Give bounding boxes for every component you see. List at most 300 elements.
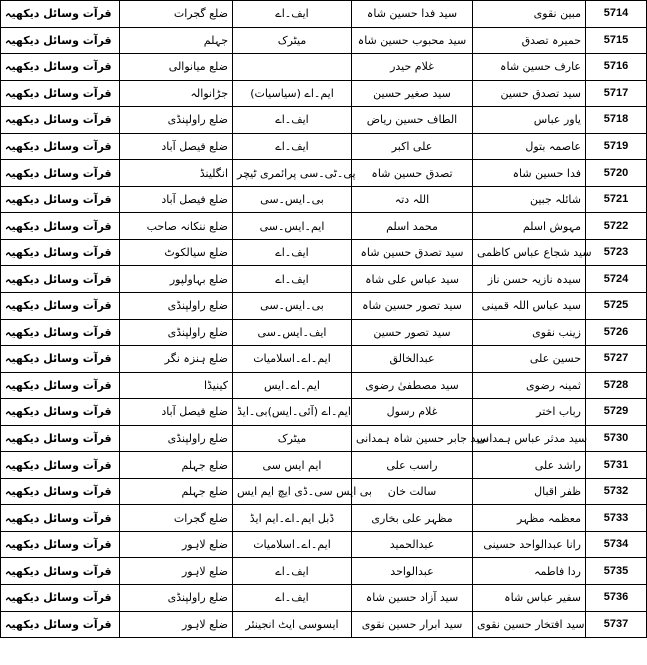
father-name-text: راسب علی — [386, 458, 438, 472]
father-name-text: الطاف حسین ریاض — [366, 113, 458, 127]
name-cell — [473, 425, 586, 452]
name-cell — [473, 54, 586, 81]
father-name-cell — [352, 213, 473, 240]
father-name-cell — [352, 107, 473, 134]
place-text: ضلع لاہور — [181, 538, 228, 552]
name-text: سید شجاع عباس کاظمی — [477, 246, 592, 260]
table-row — [1, 1, 647, 28]
remark-cell — [1, 293, 120, 320]
remark-cell — [1, 54, 120, 81]
education-cell — [233, 505, 352, 532]
name-text: حسین علی — [529, 352, 581, 366]
education-text: ایف۔اے — [275, 113, 309, 127]
serial-number-cell — [586, 80, 647, 107]
education-text: ایف۔اے — [275, 564, 309, 578]
education-text: ایم۔ایس۔سی — [259, 219, 325, 233]
father-name-text: سالت خان — [387, 485, 437, 499]
education-text: ایف۔ایس۔سی — [257, 325, 327, 339]
serial-number-text: 5737 — [603, 617, 629, 630]
place-text: ضلع بہاولپور — [169, 272, 228, 286]
table-row — [1, 186, 647, 213]
remark-cell — [1, 186, 120, 213]
education-text: ایسوسی ایٹ انجینئر — [245, 617, 339, 631]
father-name-text: تصدق حسین شاہ — [371, 166, 453, 180]
place-text: ضلع ننکانہ صاحب — [146, 219, 228, 233]
place-text: ضلع راولپنڈی — [167, 299, 228, 313]
remark-text: قرآت وسائل دیکھیہ — [5, 113, 112, 127]
table-row — [1, 585, 647, 612]
father-name-cell — [352, 505, 473, 532]
place-cell — [120, 133, 233, 160]
serial-number-cell — [586, 133, 647, 160]
education-cell — [233, 372, 352, 399]
name-cell — [473, 213, 586, 240]
place-text: ضلع فیصل آباد — [161, 405, 228, 419]
serial-number-text: 5734 — [603, 538, 629, 551]
name-text: ظفر اقبال — [534, 485, 581, 499]
serial-number-text: 5728 — [603, 378, 629, 391]
name-text: سیدہ نازیہ حسن ناز — [487, 272, 581, 286]
education-cell — [233, 346, 352, 373]
father-name-cell — [352, 531, 473, 558]
education-text: ایف۔اے — [275, 272, 309, 286]
table-row — [1, 107, 647, 134]
name-cell — [473, 372, 586, 399]
place-cell — [120, 186, 233, 213]
place-cell — [120, 1, 233, 28]
serial-number-text: 5723 — [603, 246, 629, 259]
father-name-text: سید عباس علی شاہ — [365, 272, 459, 286]
place-text: ضلع سیالکوٹ — [164, 246, 228, 260]
education-cell — [233, 266, 352, 293]
education-text: ڈبل ایم۔اے۔ایم ایڈ — [249, 511, 335, 525]
remark-text: قرآت وسائل دیکھیہ — [5, 166, 112, 180]
education-cell — [233, 27, 352, 54]
father-name-text: سید آزاد حسین شاہ — [365, 591, 459, 605]
serial-number-text: 5717 — [603, 86, 629, 99]
name-cell — [473, 399, 586, 426]
father-name-cell — [352, 346, 473, 373]
education-text: ایم۔اے۔ایس — [264, 378, 320, 392]
place-cell — [120, 611, 233, 638]
remark-cell — [1, 107, 120, 134]
serial-number-cell — [586, 505, 647, 532]
table-row — [1, 399, 647, 426]
remark-text: قرآت وسائل دیکھیہ — [5, 140, 112, 153]
education-cell — [233, 186, 352, 213]
place-text: ضلع فیصل آباد — [161, 193, 228, 207]
table-row — [1, 54, 647, 81]
serial-number-text: 5722 — [603, 219, 629, 232]
father-name-cell — [352, 266, 473, 293]
remark-text: قرآت وسائل دیکھیہ — [5, 432, 112, 446]
father-name-cell — [352, 80, 473, 107]
remark-cell — [1, 505, 120, 532]
place-cell — [120, 452, 233, 479]
father-name-cell — [352, 399, 473, 426]
serial-number-text: 5726 — [603, 325, 629, 338]
education-cell — [233, 107, 352, 134]
serial-number-text: 5732 — [603, 485, 629, 498]
education-cell — [233, 478, 372, 505]
table-row — [1, 319, 647, 346]
remark-cell — [1, 80, 120, 107]
remark-cell — [1, 319, 120, 346]
serial-number-cell — [586, 319, 647, 346]
table-row — [1, 505, 647, 532]
name-cell — [473, 478, 586, 505]
place-text: جڑانوالہ — [190, 86, 228, 100]
remark-cell — [1, 452, 120, 479]
father-name-cell — [352, 558, 473, 585]
name-text: سید مدثر عباس ہمدانی — [477, 432, 588, 446]
education-text: پی۔ٹی۔سی پرائمری ٹیچر — [237, 166, 356, 180]
education-text: بی۔ایس۔سی — [260, 299, 324, 313]
table-row — [1, 531, 647, 558]
education-cell — [233, 425, 352, 452]
remark-cell — [1, 478, 120, 505]
name-text: سید عباس اللہ قمینی — [481, 299, 581, 313]
table-row — [1, 425, 647, 452]
father-name-cell — [352, 160, 473, 187]
education-text: بی۔ایس۔سی — [260, 193, 324, 207]
remark-text: قرآت وسائل دیکھیہ — [5, 378, 112, 392]
father-name-cell — [352, 425, 489, 452]
table-row — [1, 213, 647, 240]
place-cell — [120, 160, 233, 187]
name-text: یاور عباس — [533, 113, 581, 127]
remark-text: قرآت وسائل دیکھیہ — [5, 193, 112, 207]
table-row — [1, 452, 647, 479]
place-cell — [120, 107, 233, 134]
education-cell — [233, 611, 352, 638]
father-name-cell — [352, 293, 473, 320]
education-text: ایف۔اے — [275, 591, 309, 605]
serial-number-text: 5731 — [603, 458, 629, 471]
education-cell — [233, 54, 352, 81]
serial-number-cell — [586, 266, 647, 293]
father-name-text: عبدالواحد — [390, 564, 434, 578]
remark-cell — [1, 160, 120, 187]
remark-cell — [1, 558, 120, 585]
name-cell — [473, 160, 586, 187]
name-cell — [473, 239, 592, 266]
father-name-cell — [352, 372, 473, 399]
name-cell — [473, 293, 586, 320]
place-cell — [120, 80, 233, 107]
name-cell — [473, 107, 586, 134]
serial-number-cell — [586, 239, 647, 266]
place-text: ضلع راولپنڈی — [167, 325, 228, 339]
name-cell — [473, 505, 586, 532]
remark-text: قرآت وسائل دیکھیہ — [5, 219, 112, 233]
serial-number-cell — [586, 160, 647, 187]
serial-number-cell — [586, 399, 647, 426]
place-cell — [120, 505, 233, 532]
place-text: ضلع جہلم — [181, 485, 228, 499]
education-cell — [233, 239, 352, 266]
place-text: ضلع گجرات — [173, 7, 228, 21]
place-cell — [120, 213, 233, 240]
father-name-text: سید فدا حسین شاہ — [366, 7, 458, 21]
place-cell — [120, 319, 233, 346]
father-name-text: سید تصدق حسین شاہ — [360, 246, 464, 260]
place-text: ضلع لاہور — [181, 564, 228, 578]
place-cell — [120, 399, 233, 426]
name-cell — [473, 133, 586, 160]
place-cell — [120, 585, 233, 612]
education-cell — [233, 585, 352, 612]
name-text: سید تصدق حسین — [500, 86, 581, 100]
education-cell — [233, 531, 352, 558]
name-text: عارف حسین شاہ — [500, 60, 581, 74]
place-text: ضلع راولپنڈی — [167, 432, 228, 446]
serial-number-text: 5721 — [603, 193, 629, 206]
serial-number-cell — [586, 558, 647, 585]
name-text: ردا فاطمہ — [534, 564, 581, 578]
table-row — [1, 27, 647, 54]
name-cell — [473, 27, 586, 54]
father-name-cell — [352, 452, 473, 479]
education-text: بی ایس سی۔ڈی ایچ ایم ایس — [237, 485, 372, 499]
remark-cell — [1, 133, 120, 160]
education-cell — [233, 319, 352, 346]
father-name-text: سید ابرار حسین نقوی — [361, 617, 463, 631]
education-text: ایم۔اے۔اسلامیات — [253, 352, 331, 366]
name-cell — [473, 1, 586, 28]
place-cell — [120, 372, 233, 399]
name-text: حمیرہ تصدق — [521, 33, 581, 47]
name-cell — [473, 611, 586, 638]
place-cell — [120, 346, 233, 373]
education-text: ایف۔اے — [275, 7, 309, 21]
name-text: مہوش اسلم — [522, 219, 581, 233]
education-cell — [233, 133, 352, 160]
remark-text: قرآت وسائل دیکھیہ — [5, 60, 112, 74]
name-cell — [473, 80, 586, 107]
serial-number-text: 5724 — [603, 272, 629, 285]
place-cell — [120, 54, 233, 81]
remark-text: قرآت وسائل دیکھیہ — [5, 33, 112, 47]
remark-text: قرآت وسائل دیکھیہ — [5, 405, 112, 419]
father-name-cell — [352, 27, 473, 54]
remark-text: قرآت وسائل دیکھیہ — [5, 591, 112, 605]
serial-number-cell — [586, 293, 647, 320]
education-text: میٹرک — [277, 33, 307, 47]
place-cell — [120, 531, 233, 558]
father-name-cell — [352, 611, 473, 638]
serial-number-cell — [586, 1, 647, 28]
remark-text: قرآت وسائل دیکھیہ — [5, 246, 112, 260]
name-text: فدا حسین شاہ — [512, 166, 581, 180]
education-text: ایم۔اے (سیاسیات) — [250, 86, 334, 100]
name-cell — [473, 531, 586, 558]
education-cell — [233, 399, 352, 426]
place-cell — [120, 266, 233, 293]
remark-cell — [1, 1, 120, 28]
place-text: ضلع راولپنڈی — [167, 113, 228, 127]
remark-text: قرآت وسائل دیکھیہ — [5, 325, 112, 339]
father-name-cell — [352, 319, 473, 346]
name-text: زینب نقوی — [532, 325, 581, 339]
place-text: ضلع فیصل آباد — [161, 140, 228, 153]
remark-text: قرآت وسائل دیکھیہ — [5, 538, 112, 552]
table-row — [1, 346, 647, 373]
father-name-text: سید صغیر حسین — [373, 86, 451, 100]
serial-number-text: 5719 — [603, 140, 629, 152]
serial-number-cell — [586, 346, 647, 373]
place-cell — [120, 293, 233, 320]
education-text: ایم۔اے۔اسلامیات — [253, 538, 331, 552]
remark-text: قرآت وسائل دیکھیہ — [5, 458, 112, 472]
serial-number-cell — [586, 107, 647, 134]
place-text: انگلینڈ — [199, 166, 228, 180]
name-cell — [473, 319, 586, 346]
name-cell — [473, 452, 586, 479]
serial-number-text: 5733 — [603, 511, 629, 524]
serial-number-text: 5716 — [603, 60, 629, 73]
table-row — [1, 478, 647, 505]
serial-number-text: 5714 — [603, 7, 629, 20]
remark-text: قرآت وسائل دیکھیہ — [5, 485, 112, 499]
name-text: مبین نقوی — [533, 7, 581, 21]
father-name-text: علی اکبر — [391, 140, 433, 153]
serial-number-text: 5725 — [603, 299, 629, 312]
remark-cell — [1, 611, 120, 638]
serial-number-text: 5736 — [603, 591, 629, 604]
place-text: ضلع گجرات — [173, 511, 228, 525]
remark-text: قرآت وسائل دیکھیہ — [5, 272, 112, 286]
place-text: جہلم — [203, 33, 228, 47]
remark-text: قرآت وسائل دیکھیہ — [5, 86, 112, 100]
remark-text: قرآت وسائل دیکھیہ — [5, 617, 112, 631]
serial-number-cell — [586, 186, 647, 213]
place-text: ضلع میانوالی — [168, 60, 228, 74]
education-cell — [233, 160, 356, 187]
father-name-text: سید محبوب حسین شاہ — [357, 33, 467, 47]
education-text: ایم ایس سی — [262, 458, 322, 472]
father-name-cell — [352, 186, 473, 213]
education-text: ایف۔اے — [275, 140, 309, 153]
father-name-text: عبدالحمید — [389, 538, 435, 552]
education-cell — [233, 1, 352, 28]
serial-number-cell — [586, 452, 647, 479]
remark-cell — [1, 399, 120, 426]
name-cell — [473, 346, 586, 373]
serial-number-text: 5715 — [603, 33, 629, 46]
remark-cell — [1, 585, 120, 612]
place-text: ضلع جہلم — [181, 458, 228, 472]
remark-cell — [1, 27, 120, 54]
serial-number-text: 5720 — [603, 166, 629, 179]
education-text: میٹرک — [277, 432, 307, 446]
serial-number-cell — [586, 54, 647, 81]
father-name-text: غلام رسول — [386, 405, 438, 419]
table-row — [1, 611, 647, 638]
remark-text: قرآت وسائل دیکھیہ — [5, 299, 112, 313]
name-text: سید افتخار حسین نقوی — [477, 617, 585, 631]
remark-cell — [1, 346, 120, 373]
place-cell — [120, 478, 233, 505]
serial-number-cell — [586, 425, 647, 452]
serial-number-text: 5730 — [603, 432, 629, 445]
table-row — [1, 239, 647, 266]
father-name-cell — [352, 239, 473, 266]
table-row — [1, 80, 647, 107]
serial-number-cell — [586, 27, 647, 54]
father-name-text: عبدالخالق — [389, 352, 435, 366]
serial-number-text: 5727 — [603, 352, 629, 365]
remark-text: قرآت وسائل دیکھیہ — [5, 511, 112, 525]
serial-number-cell — [586, 531, 647, 558]
table-row — [1, 160, 647, 187]
name-cell — [473, 186, 586, 213]
remark-cell — [1, 239, 120, 266]
remark-cell — [1, 531, 120, 558]
name-text: معظمہ مظہر — [517, 511, 581, 525]
records-table-body — [1, 1, 647, 638]
education-text: ایم۔اے (آئی۔ایس)بی۔ایڈ — [237, 405, 351, 419]
serial-number-text: 5729 — [603, 405, 629, 418]
table-row — [1, 293, 647, 320]
place-text: ضلع لاہور — [181, 617, 228, 631]
remark-cell — [1, 213, 120, 240]
serial-number-cell — [586, 372, 647, 399]
table-row — [1, 133, 647, 160]
remark-text: قرآت وسائل دیکھیہ — [5, 7, 112, 21]
father-name-text: سید تصور حسین شاہ — [362, 299, 462, 313]
father-name-cell — [352, 54, 473, 81]
father-name-text: غلام حیدر — [390, 60, 434, 74]
serial-number-text: 5735 — [603, 564, 629, 577]
place-text: ضلع راولپنڈی — [167, 591, 228, 605]
serial-number-cell — [586, 478, 647, 505]
name-cell — [473, 585, 586, 612]
table-row — [1, 558, 647, 585]
name-cell — [473, 558, 586, 585]
education-cell — [233, 558, 352, 585]
table-row — [1, 372, 647, 399]
name-text: راشد علی — [534, 458, 581, 472]
father-name-cell — [352, 133, 473, 160]
serial-number-cell — [586, 213, 647, 240]
serial-number-text: 5718 — [603, 113, 629, 126]
education-cell — [233, 452, 352, 479]
father-name-text: مظہر علی بخاری — [371, 511, 453, 525]
father-name-text: محمد اسلم — [386, 219, 438, 233]
education-cell — [233, 293, 352, 320]
name-text: عاصمہ بتول — [525, 140, 581, 153]
place-cell — [120, 558, 233, 585]
name-text: رانا عبدالواحد حسینی — [483, 538, 581, 552]
remark-cell — [1, 266, 120, 293]
remark-cell — [1, 425, 120, 452]
serial-number-cell — [586, 585, 647, 612]
father-name-cell — [352, 585, 473, 612]
name-text: سفیر عباس شاہ — [504, 591, 581, 605]
father-name-text: سید جابر حسین شاہ ہمدانی — [356, 432, 489, 446]
father-name-cell — [352, 1, 473, 28]
name-cell — [473, 266, 586, 293]
place-text: ضلع ہنزہ نگر — [164, 352, 228, 366]
education-cell — [233, 213, 352, 240]
name-text: ثمینہ رضوی — [526, 378, 581, 392]
education-text: ایف۔اے — [275, 246, 309, 260]
remark-text: قرآت وسائل دیکھیہ — [5, 564, 112, 578]
place-cell — [120, 425, 233, 452]
father-name-text: سید مصطفیٰ رضوی — [365, 378, 459, 392]
father-name-text: سید تصور حسین — [373, 325, 451, 339]
